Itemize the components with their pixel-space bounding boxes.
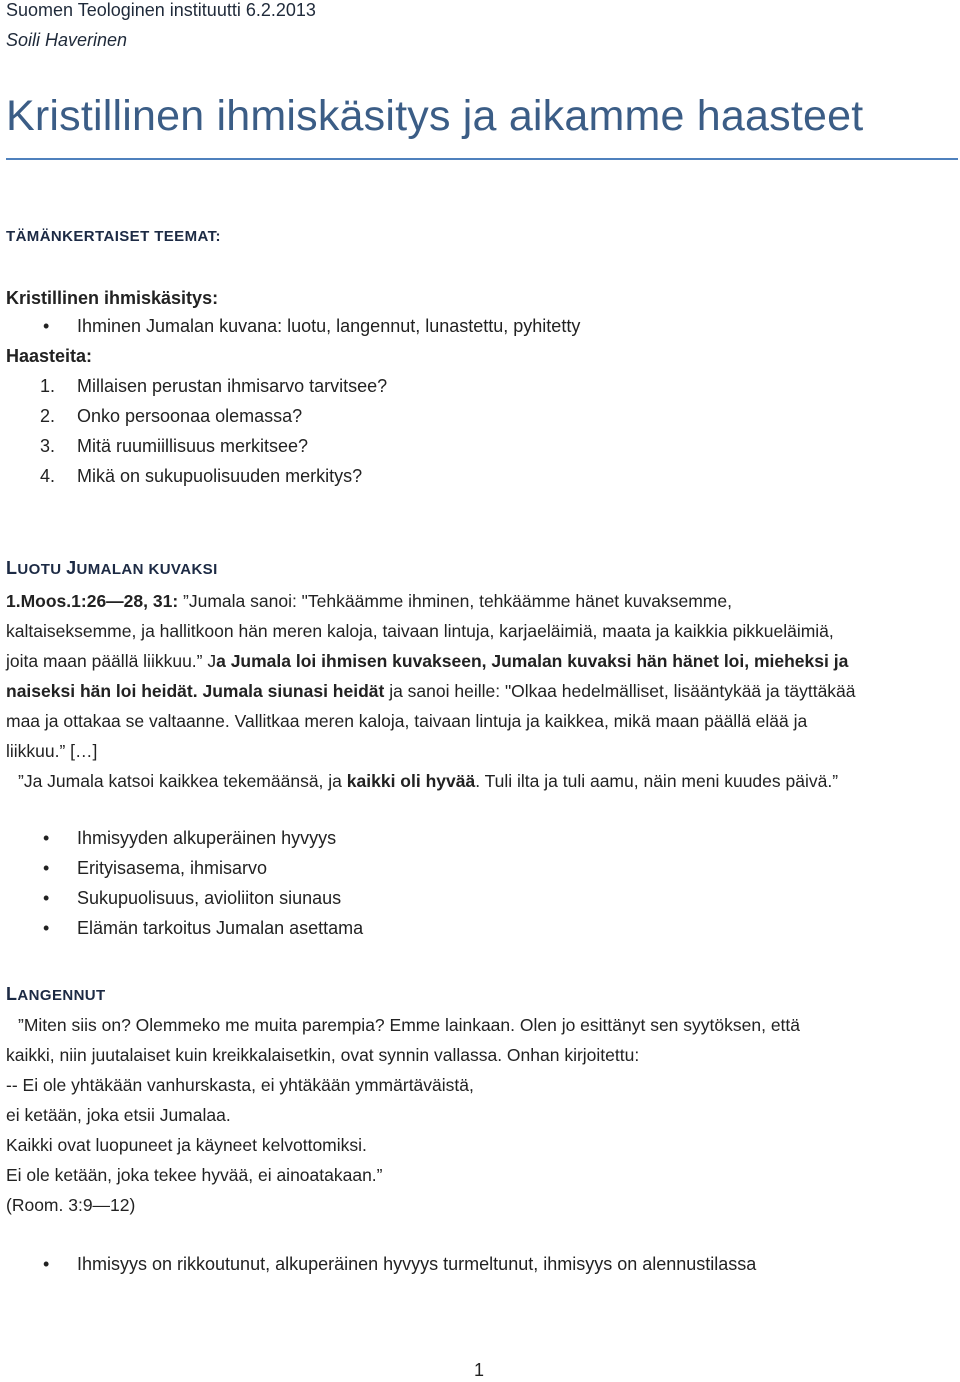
question-number: 2.	[40, 406, 56, 426]
created-paragraph-line: joita maan päällä liikkuu.” Ja Jumala loi ihmisen kuvakseen, Jumalan kuvaksi hän hänet loi, mieheksi ja	[6, 651, 849, 671]
created-paragraph-line: liikkuu.” […]	[6, 741, 98, 761]
themes-bullet-text: Ihminen Jumalan kuvana: luotu, langennut, lunastettu, pyhitetty	[77, 316, 581, 336]
question-item	[40, 466, 363, 487]
themes-subheading: Kristillinen ihmiskäsitys:	[6, 288, 219, 308]
bullet-icon: •	[43, 828, 50, 848]
question-number: 3.	[40, 436, 56, 456]
title-divider	[6, 158, 958, 160]
scripture-reference: 1.Moos.1:26—28, 31:	[6, 591, 179, 611]
header-author: Soili Haverinen	[6, 30, 128, 50]
fallen-paragraph-line: ei ketään, joka etsii Jumalaa.	[6, 1105, 231, 1125]
fallen-paragraph-line: Ei ole ketään, joka tekee hyvää, ei ainoatakaan.”	[6, 1165, 383, 1185]
bullet-icon: •	[43, 1254, 50, 1274]
created-paragraph-line: kaltaiseksemme, ja hallitkoon hän meren kaloja, taivaan lintuja, karjaeläimiä, maata ja kaikkia pikkueläimiä,	[6, 621, 834, 641]
question-item	[40, 376, 388, 397]
fallen-paragraph-line: kaikki, niin juutalaiset kuin kreikkalaisetkin, ovat synnin vallassa. Onhan kirjoitettu:	[6, 1045, 640, 1065]
fallen-citation: (Room. 3:9—12)	[6, 1195, 136, 1215]
challenges-label: Haasteita:	[6, 346, 93, 366]
themes-heading: TÄMÄNKERTAISET TEEMAT:	[6, 228, 221, 245]
created-paragraph-line: 1.Moos.1:26—28, 31: ”Jumala sanoi: "Tehkäämme ihminen, tehkäämme hänet kuvaksemme,	[6, 591, 732, 611]
bullet-icon: •	[43, 316, 50, 336]
question-text: Mitä ruumiillisuus merkitsee?	[77, 436, 309, 456]
created-heading: LUOTU JUMALAN KUVAKSI	[6, 558, 218, 578]
question-number: 1.	[40, 376, 56, 396]
created-paragraph-line: maa ja ottakaa se valtaanne. Vallitkaa meren kaloja, taivaan lintuja ja kaikkea, mikä maan päällä elää ja	[6, 711, 808, 731]
fallen-heading: LANGENNUT	[6, 984, 106, 1004]
question-text: Onko persoonaa olemassa?	[77, 406, 303, 426]
question-text: Mikä on sukupuolisuuden merkitys?	[77, 466, 363, 486]
fallen-paragraph-line: Kaikki ovat luopuneet ja käyneet kelvottomiksi.	[6, 1135, 367, 1155]
bullet-icon: •	[43, 888, 50, 908]
fallen-paragraph-line: -- Ei ole yhtäkään vanhurskasta, ei yhtäkään ymmärtäväistä,	[6, 1075, 474, 1095]
bullet-icon: •	[43, 858, 50, 878]
header-institute: Suomen Teologinen instituutti 6.2.2013	[6, 0, 316, 20]
page-title: Kristillinen ihmiskäsitys ja aikamme haasteet	[6, 92, 864, 140]
created-paragraph-line: ”Ja Jumala katsoi kaikkea tekemäänsä, ja kaikki oli hyvää. Tuli ilta ja tuli aamu, näin meni kuudes päivä.”	[18, 771, 839, 791]
question-text: Millaisen perustan ihmisarvo tarvitsee?	[77, 376, 388, 396]
created-paragraph-line: naiseksi hän loi heidät. Jumala siunasi heidät ja sanoi heille: "Olkaa hedelmälliset, lisääntykää ja täyttäkää	[6, 681, 856, 701]
fallen-paragraph-line: ”Miten siis on? Olemmeko me muita parempia? Emme lainkaan. Olen jo esittänyt sen syytöksen, että	[18, 1015, 801, 1035]
question-number: 4.	[40, 466, 56, 486]
question-item	[40, 436, 309, 457]
question-item	[40, 406, 303, 427]
page-number: 1	[474, 1360, 485, 1380]
bullet-icon: •	[43, 918, 50, 938]
